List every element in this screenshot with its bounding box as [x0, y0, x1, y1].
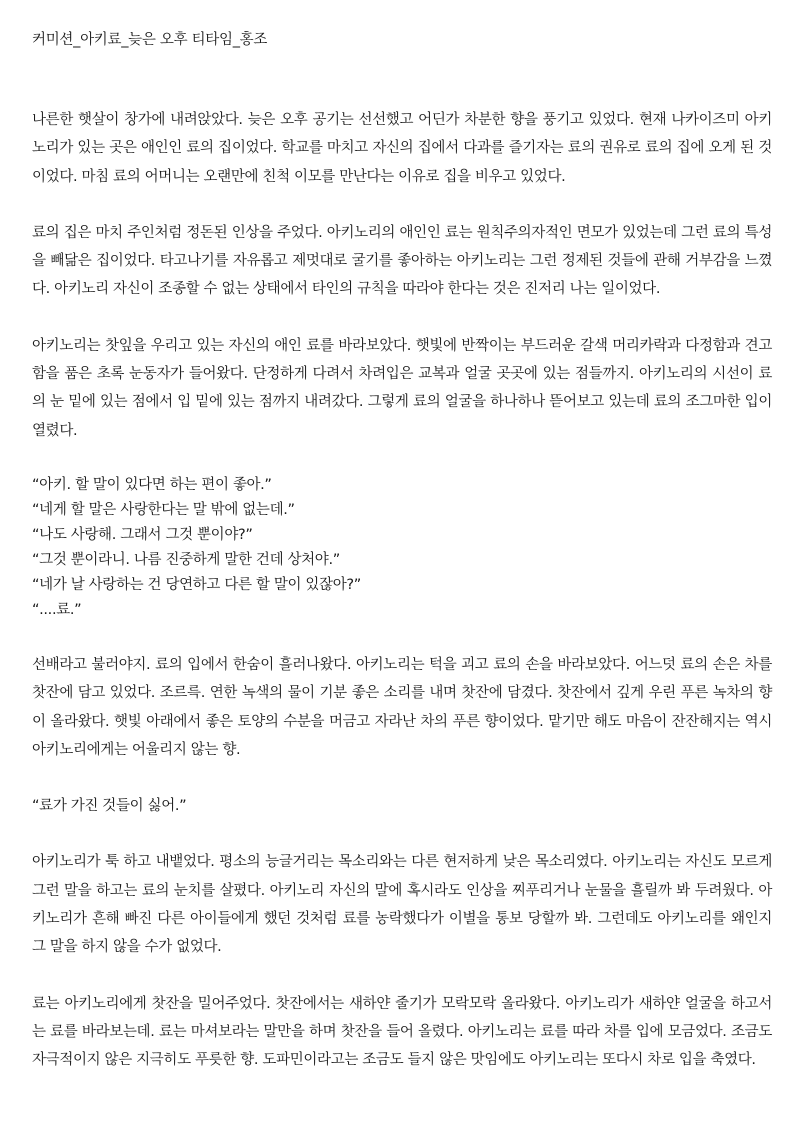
document-page — [32, 30, 772, 1103]
paragraph: 아키노리가 툭 하고 내뱉었다. 평소의 능글거리는 목소리와는 다른 현저하게 낮은 목소리였다. 아키노리는 자신도 모르게 그런 말을 하고는 료의 눈치를 살폈다. 아키노리 자신의 말에 혹시라도 인상을 찌푸리거나 눈물을 흘릴까 봐 두려웠다. 아키노리가 흔해 빠진 다른 아이들에게 했던 것처럼 료를 농락했다가 이별을 통보 당할까 봐. 그런데도 아키노리를 왜인지 그 말을 하지 않을 수가 없었다. — [32, 854, 772, 956]
dialogue-line: “아키. 할 말이 있다면 하는 편이 좋아.” — [32, 476, 272, 493]
paragraph: 료의 집은 마치 주인처럼 정돈된 인상을 주었다. 아키노리의 애인인 료는 원칙주의자적인 면모가 있었는데 그런 료의 특성을 빼닮은 집이었다. 타고나기를 자유롭고 제멋대로 굴기를 좋아하는 아키노리는 그런 정제된 것들에 관해 거부감을 느꼈다. 아키노리 자신이 조종할 수 없는 상태에서 타인의 규칙을 따라야 한다는 것은 진저리 나는 일이었다. — [32, 224, 772, 298]
paragraph: 아키노리는 찻잎을 우리고 있는 자신의 애인 료를 바라보았다. 햇빛에 반짝이는 부드러운 갈색 머리카락과 다정함과 견고함을 품은 초록 눈동자가 들어왔다. 단정하게 다려서 차려입은 교복과 얼굴 곳곳에 있는 점들까지. 아키노리의 시선이 료의 눈 밑에 있는 점에서 입 밑에 있는 점까지 내려갔다. 그렇게 료의 얼굴을 하나하나 뜯어보고 있는데 료의 조그마한 입이 열렸다. — [32, 337, 772, 439]
paragraph: 료는 아키노리에게 찻잔을 밀어주었다. 찻잔에서는 새하얀 줄기가 모락모락 올라왔다. 아키노리가 새하얀 얼굴을 하고서는 료를 바라보는데. 료는 마셔보라는 말만을 하며 찻잔을 들어 올렸다. 아키노리는 료를 따라 차를 입에 모금었다. 조금도 자극적이지 않은 지극히도 푸릇한 향. 도파민이라고는 조금도 들지 않은 맛임에도 아키노리는 또다시 차로 입을 축였다. — [32, 995, 772, 1069]
dialogue-line: “그것 뿐이라니. 나름 진중하게 말한 건데 상처야.” — [32, 551, 340, 568]
dialogue-line: “나도 사랑해. 그래서 그것 뿐이야?” — [32, 526, 253, 543]
paragraph: 나른한 햇살이 창가에 내려앉았다. 늦은 오후 공기는 선선했고 어딘가 차분한 향을 풍기고 있었다. 현재 나카이즈미 아키노리가 있는 곳은 애인인 료의 집이었다. 학교를 마치고 자신의 집에서 다과를 즐기자는 료의 권유로 료의 집에 오게 된 것이었다. 마침 료의 어머니는 오랜만에 친척 이모를 만난다는 이유로 집을 비우고 있었다. — [32, 112, 772, 185]
dialogue-block — [32, 473, 772, 623]
dialogue-line: “....료.” — [32, 601, 82, 618]
document-title: 커미션_아키료_늦은 오후 티타임_홍조 — [32, 32, 268, 48]
paragraph: 선배라고 불러야지. 료의 입에서 한숨이 흘러나왔다. 아키노리는 턱을 괴고 료의 손을 바라보았다. 어느덧 료의 손은 차를 찻잔에 담고 있었다. 조르륵. 연한 녹색의 물이 기분 좋은 소리를 내며 찻잔에 담겼다. 찻잔에서 깊게 우린 푸른 녹차의 향이 올라왔다. 햇빛 아래에서 좋은 토양의 수분을 머금고 자라난 차의 푸른 향이었다. 맡기만 해도 마음이 잔잔해지는 역시 아키노리에게는 어울리지 않는 향. — [32, 656, 772, 758]
dialogue-line: “네게 할 말은 사랑한다는 말 밖에 없는데.” — [32, 501, 295, 518]
paragraph: “료가 가진 것들이 싫어.” — [32, 798, 187, 815]
dialogue-line: “네가 날 사랑하는 건 당연하고 다른 할 말이 있잖아?” — [32, 576, 361, 593]
